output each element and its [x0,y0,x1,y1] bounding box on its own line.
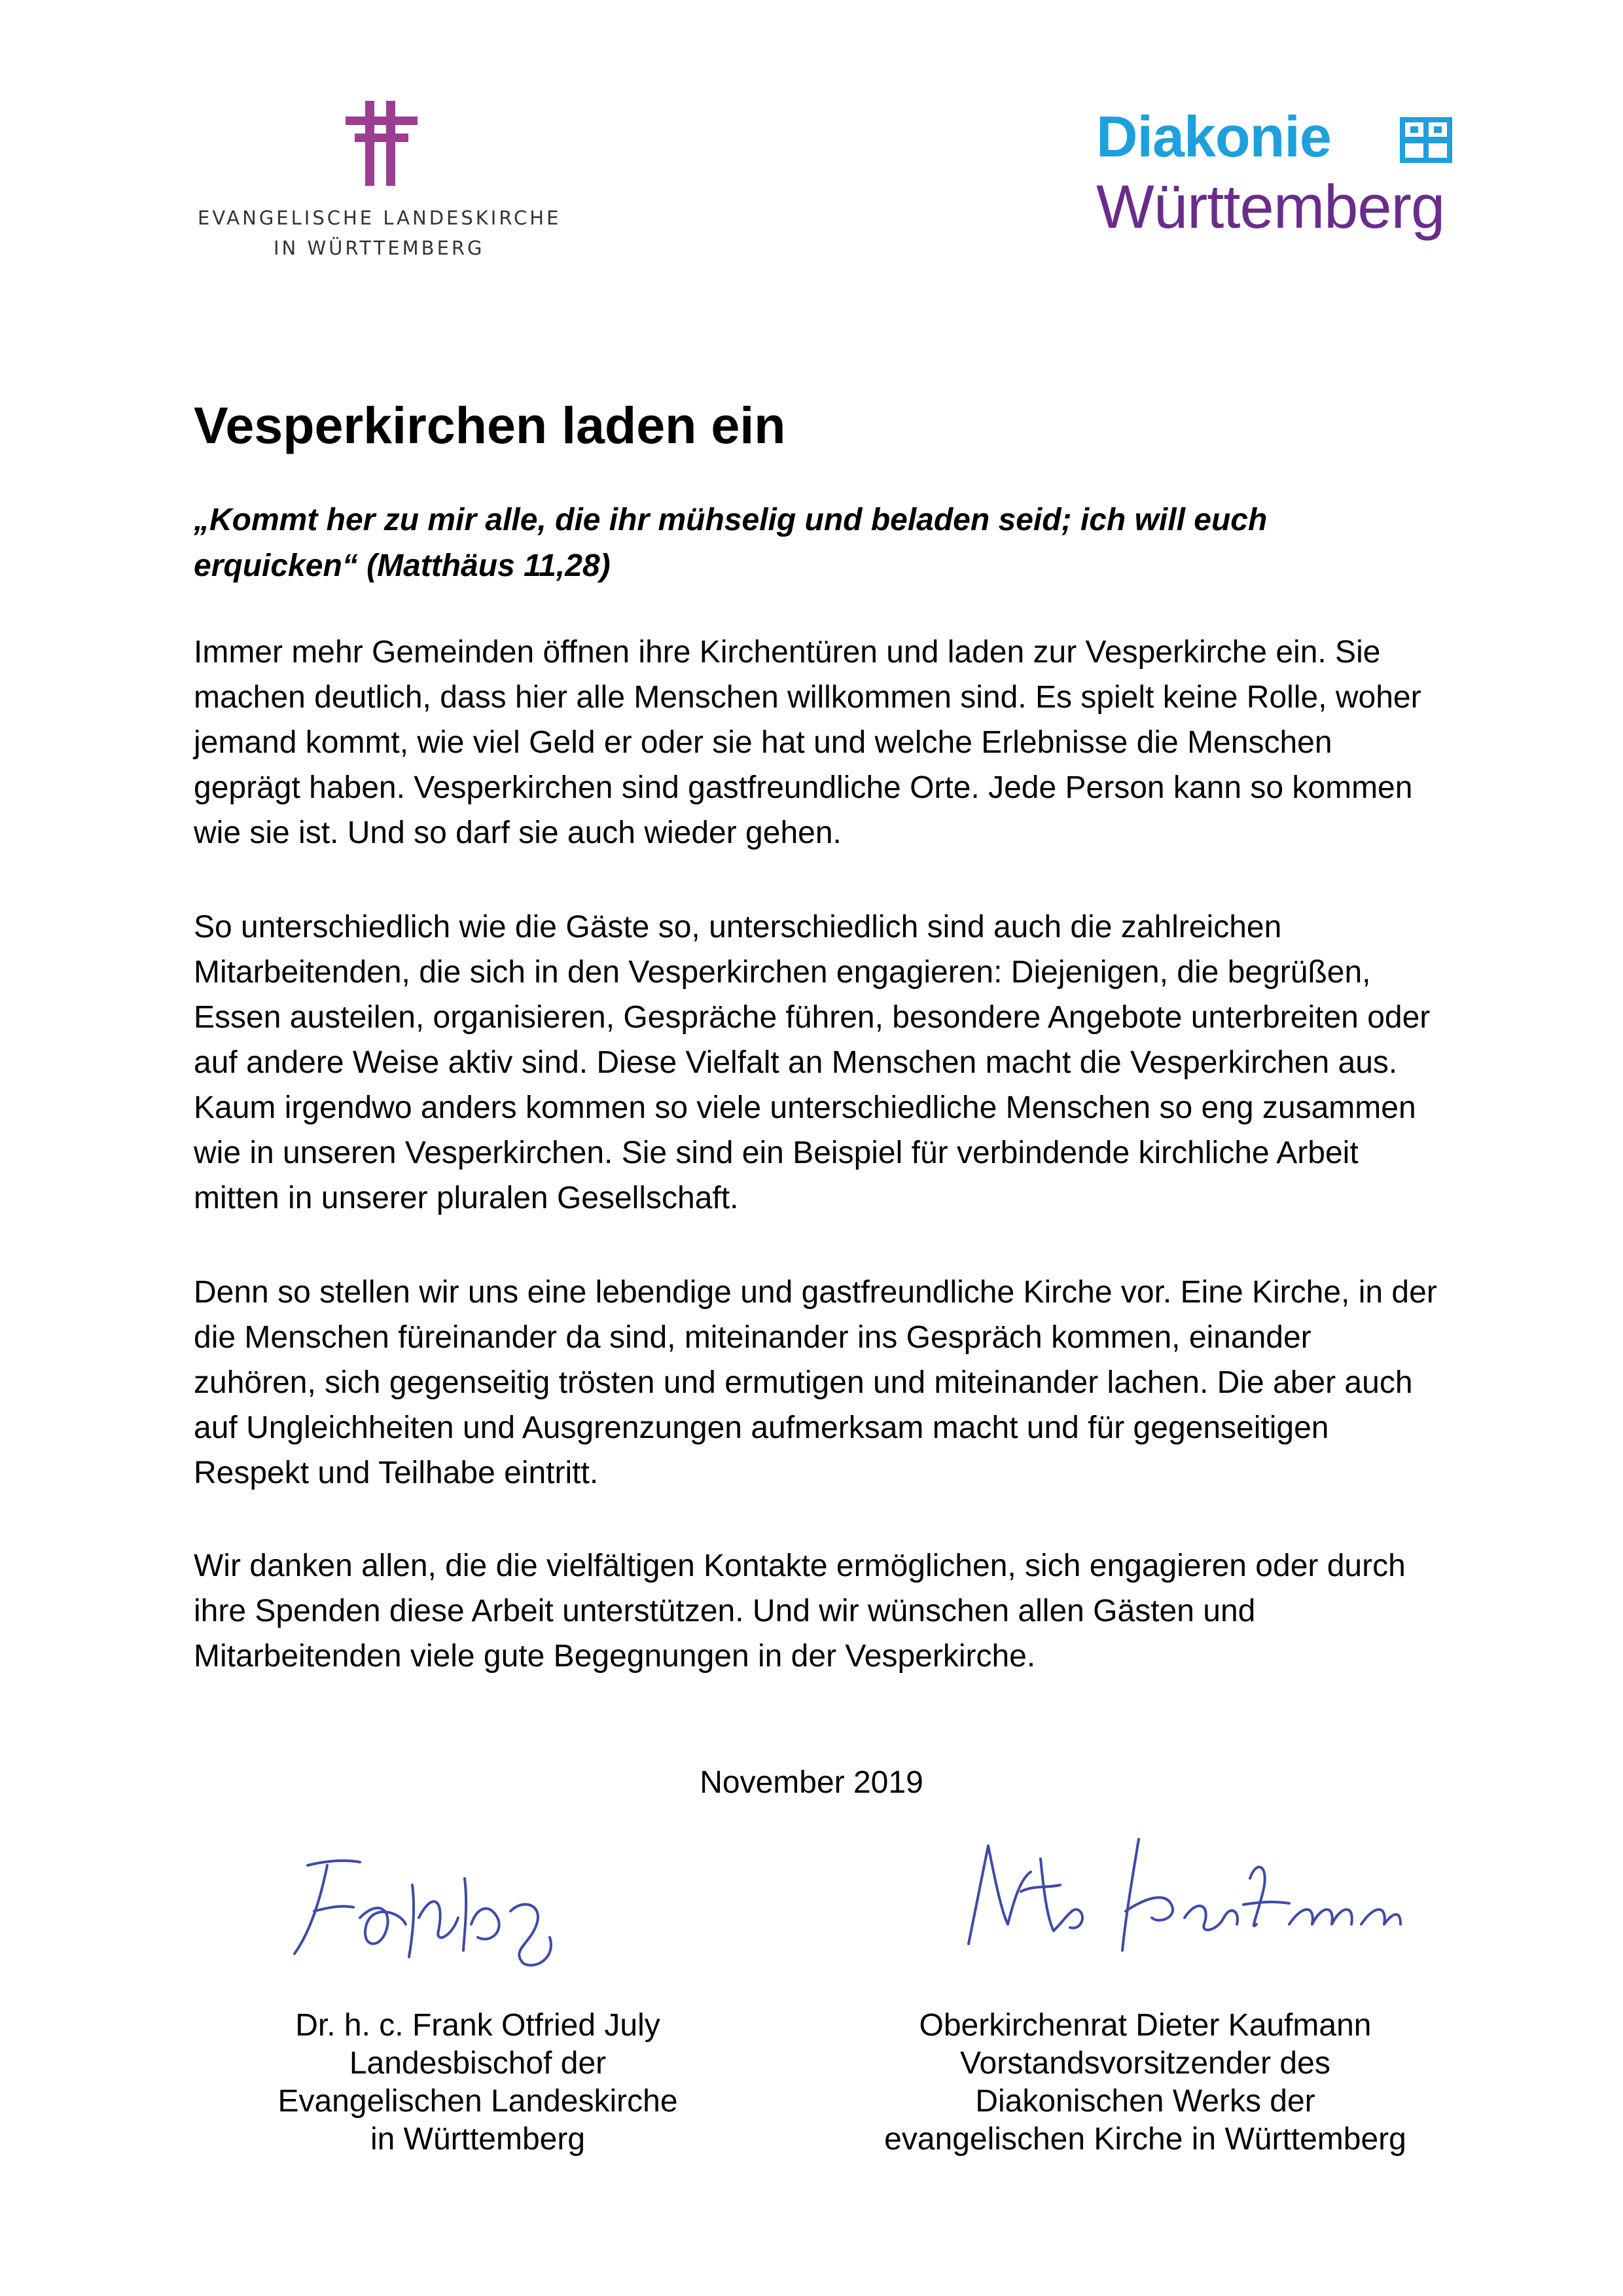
diakonie-logo-line2: Württemberg [1096,172,1445,241]
signer-role: Vorstandsvorsitzender des [960,2046,1330,2081]
bible-quote: „Kommt her zu mir alle, die ihr mühselig und beladen seid; ich will euch erquicken“ (Matthäus 11,28) [194,503,1268,583]
diakonie-logo [1096,104,1502,259]
paragraph-3: Denn so stellen wir uns eine lebendige und gastfreundliche Kirche vor. Eine Kirche, in der die Menschen füreinander da sind, miteinander ins Gespräch kommen, einander zuhören, sich gegenseitig trösten und ermutigen und miteinander lachen. Die aber auch auf Ungleichheiten und Ausgrenzungen aufmerksam macht und für gegenseitigen Respekt und Teilhabe eintritt. [194,1275,1437,1490]
signer-name: Dr. h. c. Frank Otfried July [295,2008,660,2043]
paragraph-1: Immer mehr Gemeinden öffnen ihre Kirchentüren und laden zur Vesperkirche ein. Sie machen deutlich, dass hier alle Menschen willkommen sind. Es spielt keine Rolle, woher jemand kommt, wie viel Geld er oder sie hat und welche Erlebnisse die Menschen geprägt haben. Vesperkirchen sind gastfreundliche Orte. Jede Person kann so kommen wie sie ist. Und so darf sie auch wieder gehen. [194,635,1421,850]
church-logo-line2: IN WÜRTTEMBERG [274,237,485,259]
diakonie-logo-line1: Diakonie [1096,104,1331,169]
signer-role: Evangelischen Landeskirche [277,2084,678,2119]
diakonie-cross-icon [1400,117,1452,163]
signature-kaufmann [949,1820,1407,1970]
church-logo-line1: EVANGELISCHE LANDESKIRCHE [198,207,562,229]
signer-block-july [216,2007,740,2159]
paragraph-2: So unterschiedlich wie die Gäste so, unterschiedlich sind auch die zahlreichen Mitarbeitenden, die sich in den Vesperkirchen engagieren: Diejenigen, die begrüßen, Essen austeilen, organisieren, Gespräche führen, besondere Angebote unterbreiten oder auf andere Weise aktiv sind. Diese Vielfalt an Menschen macht die Vesperkirchen aus. Kaum irgendwo anders kommen so viele unterschiedliche Menschen so eng zusammen wie in unseren Vesperkirchen. Sie sind ein Beispiel für verbindende kirchliche Arbeit mitten in unserer pluralen Gesellschaft. [194,910,1431,1215]
church-logo [194,92,580,275]
signer-name: Oberkirchenrat Dieter Kaufmann [919,2008,1372,2043]
cross-icon [346,101,418,186]
paragraph-4: Wir danken allen, die die vielfältigen Kontakte ermöglichen, sich engagieren oder durch ihre Spenden diese Arbeit unterstützen. Und wir wünschen allen Gästen und Mitarbeitenden viele gute Begegnungen in der Vesperkirche. [194,1549,1406,1674]
signer-role: Diakonischen Werks der [975,2084,1315,2119]
signer-role: evangelischen Kirche in Württemberg [884,2122,1406,2157]
signer-role: Landesbischof der [349,2046,607,2081]
signer-role: in Württemberg [370,2122,586,2157]
signer-block-kaufmann [818,2007,1472,2159]
signature-july [281,1839,622,1983]
letter-date: November 2019 [700,1765,923,1800]
page-title: Vesperkirchen laden ein [194,396,786,454]
